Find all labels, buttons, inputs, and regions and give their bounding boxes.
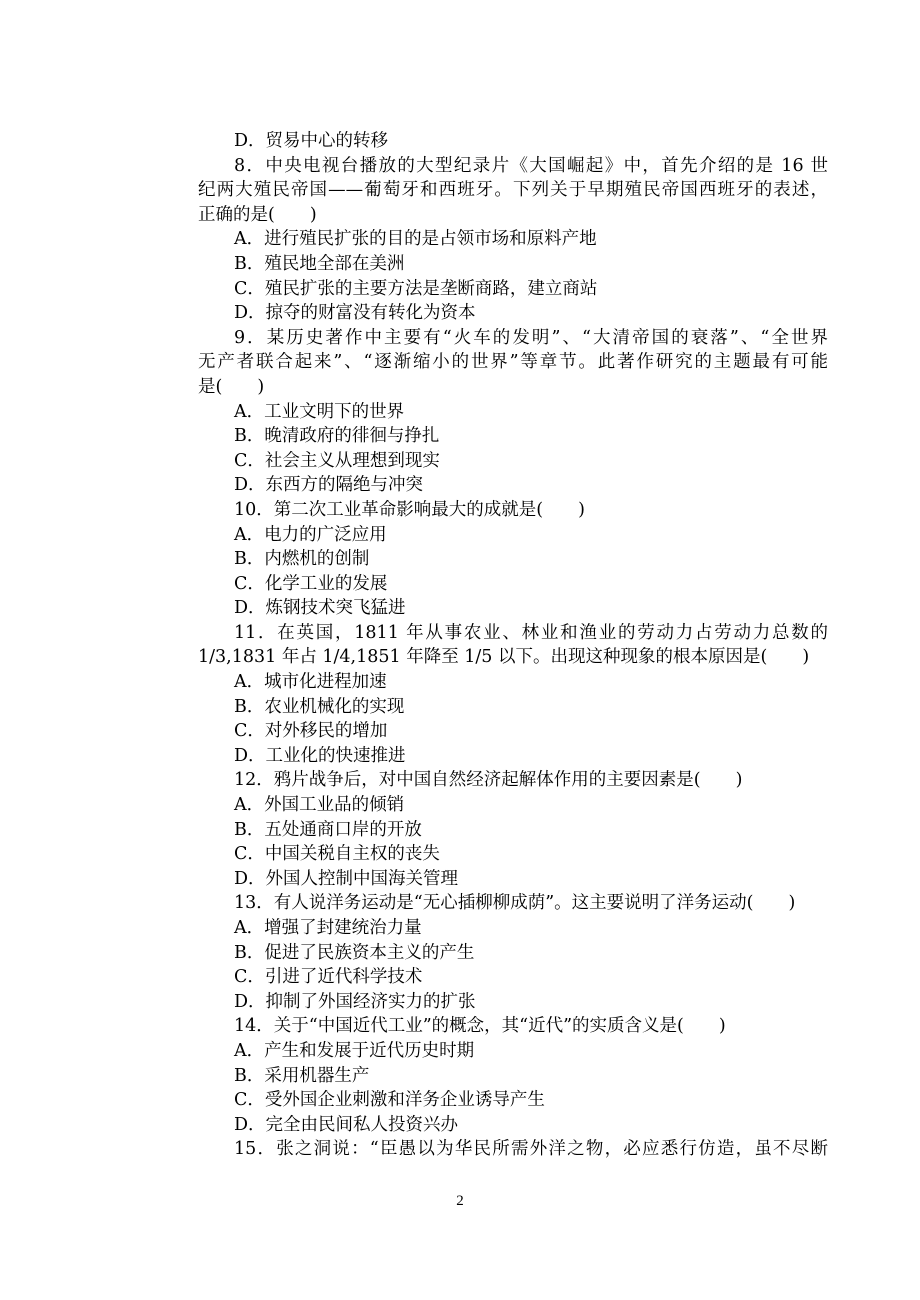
question-text-line: 10．第二次工业革命影响最大的成就是( ) — [234, 499, 585, 520]
answer-option-line: D．抑制了外国经济实力的扩张 — [234, 991, 476, 1012]
answer-option-line: A．增强了封建统治力量 — [234, 918, 422, 938]
answer-option-line: C．社会主义从理想到现实 — [234, 450, 440, 471]
answer-option-line: C．引进了近代科学技术 — [234, 967, 423, 988]
question-text-line: 纪两大殖民帝国——葡萄牙和西班牙。下列关于早期殖民帝国西班牙的表述， — [198, 180, 828, 201]
document-body — [198, 129, 828, 1162]
question-text-line: 正确的是( ) — [198, 204, 317, 225]
answer-option-line: C．中国关税自主权的丧失 — [234, 844, 440, 865]
question-text-line: 是( ) — [198, 376, 265, 397]
answer-option-line: D．外国人控制中国海关管理 — [234, 868, 459, 889]
question-text-line: 8．中央电视台播放的大型纪录片《大国崛起》中，首先介绍的是 16 世 — [234, 155, 828, 176]
answer-option-line: D．工业化的快速推进 — [234, 745, 406, 766]
question-text-line: 1/3,1831 年占 1/4,1851 年降至 1/5 以下。出现这种现象的根本原因是( ) — [198, 647, 810, 668]
answer-option-line: B．殖民地全部在美洲 — [234, 253, 405, 274]
answer-option-line: C．化学工业的发展 — [234, 573, 388, 594]
answer-option-line: A．电力的广泛应用 — [234, 524, 387, 545]
answer-option-line: B．五处通商口岸的开放 — [234, 819, 422, 840]
answer-option-line: B．促进了民族资本主义的产生 — [234, 942, 475, 963]
question-text-line: 13．有人说洋务运动是“无心插柳柳成荫”。这主要说明了洋务运动( ) — [234, 893, 796, 914]
question-text-line: 无产者联合起来”、“逐渐缩小的世界”等章节。此著作研究的主题最有可能 — [198, 352, 828, 373]
question-text-line: 12．鸦片战争后，对中国自然经济起解体作用的主要因素是( ) — [234, 770, 743, 791]
answer-option-line: B．内燃机的创制 — [234, 549, 370, 570]
answer-option-line: D．完全由民间私人投资兴办 — [234, 1114, 459, 1135]
question-text-line: 9．某历史著作中主要有“火车的发明”、“大清帝国的衰落”、“全世界 — [234, 327, 828, 348]
answer-option-line: A．城市化进程加速 — [234, 672, 387, 693]
page-number: 2 — [456, 1193, 464, 1209]
question-text-line: 14．关于“中国近代工业”的概念，其“近代”的实质含义是( ) — [234, 1016, 726, 1037]
answer-option-line: C．对外移民的增加 — [234, 721, 388, 742]
answer-option-line: B．采用机器生产 — [234, 1065, 370, 1086]
answer-option-line: B．晚清政府的徘徊与挣扎 — [234, 426, 440, 447]
answer-option-line: B．农业机械化的实现 — [234, 696, 405, 717]
answer-option-line: A．外国工业品的倾销 — [234, 795, 405, 816]
answer-option-line: C．殖民扩张的主要方法是垄断商路，建立商站 — [234, 278, 598, 299]
answer-option-line: C．受外国企业刺激和洋务企业诱导产生 — [234, 1090, 545, 1111]
answer-option-line: A．产生和发展于近代历史时期 — [234, 1040, 475, 1061]
answer-option-line: D．东西方的隔绝与冲突 — [234, 475, 424, 496]
answer-option-line: D．炼钢技术突飞猛进 — [234, 598, 406, 619]
question-text-line: 11．在英国，1811 年从事农业、林业和渔业的劳动力占劳动力总数的 — [234, 622, 828, 643]
answer-option-line: D．贸易中心的转移 — [234, 131, 389, 151]
question-text-line: 15．张之洞说：“臣愚以为华民所需外洋之物，必应悉行仿造，虽不尽断 — [234, 1139, 828, 1160]
answer-option-line: D．掠夺的财富没有转化为资本 — [234, 303, 476, 324]
answer-option-line: A．工业文明下的世界 — [234, 401, 405, 422]
answer-option-line: A．进行殖民扩张的目的是占领市场和原料产地 — [234, 229, 597, 250]
